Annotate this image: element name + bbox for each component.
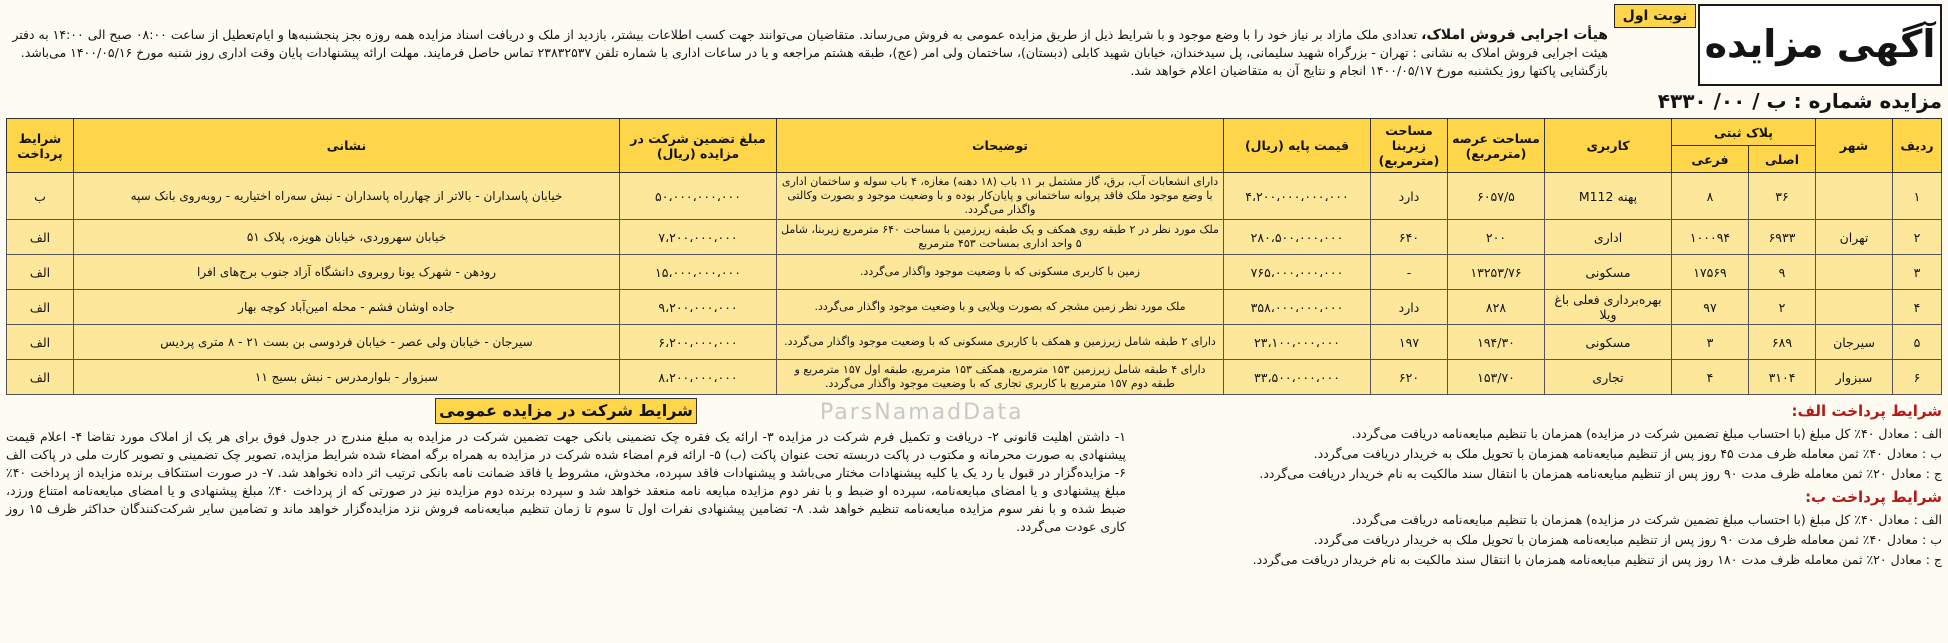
cell-description: ملک مورد نظر در ۲ طبقه روی همکف و یک طبقه زیرزمین با مساحت ۶۴۰ مترمربع زیربنا، شامل ۵ واحد اداری بمساحت ۴۵۳ مترمربع [777, 220, 1224, 255]
table-row [7, 360, 1942, 395]
intro-text [8, 26, 1608, 80]
cell-city: تهران [1816, 220, 1893, 255]
intro-bold: هیأت اجرایی فروش املاک، [1421, 27, 1608, 43]
th-deposit: مبلغ تضمین شرکت در مزایده (ریال) [620, 119, 777, 173]
th-plate: پلاک ثبتی [1672, 119, 1816, 146]
cell-land-area: ۶۰۵۷/۵ [1448, 173, 1545, 220]
payment-alef-title: شرایط پرداخت الف: [1791, 402, 1942, 420]
cell-terms: الف [7, 325, 74, 360]
cell-row: ۶ [1893, 360, 1942, 395]
intro-body: تعدادی ملک مازاد بر نیاز خود را با وضع موجود و با شرایط ذیل از طریق مزایده عمومی به فروش می‌رساند. متقاضیان می‌توانند جهت کسب اطلاعات بیشتر، بازدید از ملک و دریافت اسناد مزایده همه روزه بجز پنجشنبه‌ها و ایام‌تعطیل از ساعت ۰۸:۰۰ صبح الی ۱۴:۰۰ به دفتر هیئت اجرایی فروش املاک به نشانی : تهران - بزرگراه شهید سلیمانی، پل سیدخندان، خیابان شهید کابلی (دبستان)، ساختمان ولی امر (عج)، طبقه هشتم مراجعه و یا در ساعات اداری با شماره تلفن ۲۳۸۳۲۵۳۷ تماس حاصل فرمایند. مهلت ارائه پیشنهادات پایان وقت اداری روز شنبه مورخ ۱۴۰۰/۰۵/۱۶ می‌باشد. بازگشایی پاکتها روز یکشنبه مورخ ۱۴۰۰/۰۵/۱۷ انجام و نتایج آن به متقاضیان اعلام خواهد شد. [12, 27, 1608, 78]
th-address: نشانی [74, 119, 620, 173]
cell-address: خیابان سهروردی، خیابان هویزه، پلاک ۵۱ [74, 220, 620, 255]
cell-built-area: ۱۹۷ [1371, 325, 1448, 360]
cell-address: سیرجان - خیابان ولی عصر - خیابان فردوسی بن بست ۲۱ - ۸ متری پردیس [74, 325, 620, 360]
cell-terms: الف [7, 360, 74, 395]
cell-built-area: ۶۲۰ [1371, 360, 1448, 395]
cell-deposit: ۸،۲۰۰،۰۰۰،۰۰۰ [620, 360, 777, 395]
table-row [7, 325, 1942, 360]
cell-usage: بهره‌برداری فعلی باغ ویلا [1545, 290, 1672, 325]
table-row [7, 290, 1942, 325]
th-row: ردیف [1893, 119, 1942, 173]
cell-land-area: ۲۰۰ [1448, 220, 1545, 255]
cell-address: سبزوار - بلوارمدرس - نبش بسیج ۱۱ [74, 360, 620, 395]
cell-city [1816, 255, 1893, 290]
cell-plate-sub: ۸ [1672, 173, 1749, 220]
th-plate-sub: فرعی [1672, 146, 1749, 173]
cell-built-area: دارد [1371, 173, 1448, 220]
cell-terms: ب [7, 173, 74, 220]
cell-description: زمین با کاربری مسکونی که با وضعیت موجود واگذار می‌گردد. [777, 255, 1224, 290]
cell-address: خیابان پاسداران - بالاتر از چهارراه پاسداران - نبش سه‌راه اختیاریه - روبه‌روی بانک سپه [74, 173, 620, 220]
cell-base-price: ۲۳،۱۰۰،۰۰۰،۰۰۰ [1224, 325, 1371, 360]
cell-deposit: ۶،۲۰۰،۰۰۰،۰۰۰ [620, 325, 777, 360]
cell-base-price: ۲۸۰،۵۰۰،۰۰۰،۰۰۰ [1224, 220, 1371, 255]
round-badge: نوبت اول [1614, 4, 1696, 28]
cell-plate-sub: ۹۷ [1672, 290, 1749, 325]
cell-land-area: ۱۳۲۵۳/۷۶ [1448, 255, 1545, 290]
cell-built-area: - [1371, 255, 1448, 290]
cell-plate-sub: ۳ [1672, 325, 1749, 360]
cell-built-area: دارد [1371, 290, 1448, 325]
cell-address: جاده اوشان فشم - محله امین‌آباد کوچه بهار [74, 290, 620, 325]
cell-base-price: ۳۵۸،۰۰۰،۰۰۰،۰۰۰ [1224, 290, 1371, 325]
cell-plate-main: ۳۶ [1749, 173, 1816, 220]
cell-land-area: ۱۵۳/۷۰ [1448, 360, 1545, 395]
general-terms [6, 398, 1126, 536]
th-base-price: قیمت پایه (ریال) [1224, 119, 1371, 173]
cell-row: ۲ [1893, 220, 1942, 255]
notice-title: آگهی مزایده [1704, 22, 1936, 66]
th-built-area: مساحت زیربنا (مترمربع) [1371, 119, 1448, 173]
cell-land-area: ۱۹۴/۳۰ [1448, 325, 1545, 360]
cell-base-price: ۴،۲۰۰،۰۰۰،۰۰۰،۰۰۰ [1224, 173, 1371, 220]
cell-usage: تجاری [1545, 360, 1672, 395]
cell-city [1816, 173, 1893, 220]
cell-description: ملک مورد نظر زمین مشجر که بصورت ویلایی و با وضعیت موجود واگذار می‌گردد. [777, 290, 1224, 325]
cell-land-area: ۸۲۸ [1448, 290, 1545, 325]
cell-plate-sub: ۴ [1672, 360, 1749, 395]
cell-plate-main: ۶۸۹ [1749, 325, 1816, 360]
th-land-area: مساحت عرصه (مترمربع) [1448, 119, 1545, 173]
cell-row: ۵ [1893, 325, 1942, 360]
cell-city: سیرجان [1816, 325, 1893, 360]
cell-base-price: ۳۳،۵۰۰،۰۰۰،۰۰۰ [1224, 360, 1371, 395]
cell-plate-main: ۲ [1749, 290, 1816, 325]
cell-plate-sub: ۱۷۵۶۹ [1672, 255, 1749, 290]
properties-table [6, 118, 1942, 395]
table-row [7, 173, 1942, 220]
cell-usage: پهنه M112 [1545, 173, 1672, 220]
cell-deposit: ۹،۲۰۰،۰۰۰،۰۰۰ [620, 290, 777, 325]
th-description: توضیحات [777, 119, 1224, 173]
cell-plate-main: ۶۹۳۳ [1749, 220, 1816, 255]
th-plate-main: اصلی [1749, 146, 1816, 173]
payment-be-title: شرایط پرداخت ب: [1805, 488, 1942, 506]
cell-deposit: ۱۵،۰۰۰،۰۰۰،۰۰۰ [620, 255, 777, 290]
payment-be-line: الف : معادل ۴۰٪ کل مبلغ (با احتساب مبلغ تضمین شرکت در مزایده) همزمان با تنظیم مبایعه‌نامه دریافت می‌گردد. [1351, 512, 1942, 527]
cell-plate-main: ۳۱۰۴ [1749, 360, 1816, 395]
cell-usage: مسکونی [1545, 325, 1672, 360]
cell-terms: الف [7, 220, 74, 255]
th-usage: کاربری [1545, 119, 1672, 173]
cell-plate-main: ۹ [1749, 255, 1816, 290]
cell-deposit: ۷،۲۰۰،۰۰۰،۰۰۰ [620, 220, 777, 255]
payment-alef-line: ج : معادل ۲۰٪ ثمن معامله ظرف مدت ۹۰ روز پس از تنظیم مبایعه‌نامه همزمان با انتقال سند مالکیت به نام خریدار دریافت می‌گردد. [1259, 466, 1942, 481]
cell-city: سبزوار [1816, 360, 1893, 395]
cell-address: رودهن - شهرک یونا روبروی دانشگاه آزاد جنوب برج‌های افرا [74, 255, 620, 290]
cell-row: ۱ [1893, 173, 1942, 220]
notice-title-box [1698, 4, 1942, 86]
cell-city [1816, 290, 1893, 325]
th-city: شهر [1816, 119, 1893, 173]
table-row [7, 255, 1942, 290]
cell-plate-sub: ۱۰۰۰۹۴ [1672, 220, 1749, 255]
cell-description: دارای انشعابات آب، برق، گاز مشتمل بر ۱۱ باب (۱۸ دهنه) مغازه، ۴ باب سوله و ساختمان اداری با وضع موجود ملک فاقد پروانه ساختمانی و پایان‌کار بوده و با وضعیت موجود و بصورت وکالتی واگذار می‌گردد. [777, 173, 1224, 220]
cell-usage: مسکونی [1545, 255, 1672, 290]
cell-usage: اداری [1545, 220, 1672, 255]
auction-number: مزایده شماره : ب / ۰۰/ ۴۳۳۰ [1657, 89, 1942, 113]
cell-terms: الف [7, 290, 74, 325]
cell-row: ۳ [1893, 255, 1942, 290]
general-terms-title: شرایط شرکت در مزایده عمومی [435, 398, 697, 424]
watermark: ParsNamadData [820, 400, 1024, 425]
cell-row: ۴ [1893, 290, 1942, 325]
payment-be-line: ج : معادل ۲۰٪ ثمن معامله ظرف مدت ۱۸۰ روز پس از تنظیم مبایعه‌نامه همزمان با انتقال سند مالکیت به نام خریدار دریافت می‌گردد. [1252, 552, 1942, 567]
payment-alef-line: الف : معادل ۴۰٪ کل مبلغ (با احتساب مبلغ تضمین شرکت در مزایده) همزمان با تنظیم مبایعه‌نامه دریافت می‌گردد. [1351, 426, 1942, 441]
cell-terms: الف [7, 255, 74, 290]
th-terms: شرایط پرداخت [7, 119, 74, 173]
payment-be-line: ب : معادل ۴۰٪ ثمن معامله ظرف مدت ۹۰ روز پس از تنظیم مبایعه‌نامه همزمان با تحویل ملک به خریدار دریافت می‌گردد. [1313, 532, 1942, 547]
cell-deposit: ۵۰،۰۰۰،۰۰۰،۰۰۰ [620, 173, 777, 220]
table-row [7, 220, 1942, 255]
cell-built-area: ۶۴۰ [1371, 220, 1448, 255]
payment-terms [1142, 398, 1942, 570]
cell-description: دارای ۲ طبقه شامل زیرزمین و همکف با کاربری مسکونی که با وضعیت موجود واگذار می‌گردد. [777, 325, 1224, 360]
cell-description: دارای ۴ طبقه شامل زیرزمین ۱۵۳ مترمربع، همکف ۱۵۳ مترمربع، طبقه اول ۱۵۷ مترمربع و طبقه دوم ۱۵۷ مترمربع با کاربری تجاری که با وضعیت موجود واگذار می‌گردد. [777, 360, 1224, 395]
payment-alef-line: ب : معادل ۴۰٪ ثمن معامله ظرف مدت ۴۵ روز پس از تنظیم مبایعه‌نامه همزمان با تحویل ملک به خریدار دریافت می‌گردد. [1313, 446, 1942, 461]
cell-base-price: ۷۶۵،۰۰۰،۰۰۰،۰۰۰ [1224, 255, 1371, 290]
general-terms-text: ۱- داشتن اهلیت قانونی ۲- دریافت و تکمیل فرم شرکت در مزایده ۳- ارائه یک فقره چک تضمینی بانکی جهت تضمین شرکت در مزایده به مبلغ مندرج در جدول فوق برای هر یک از املاک مورد تقاضا ۴- اعلام قیمت پیشنهادی به صورت محرمانه و مکتوب در پاکت دربسته تحت عنوان پاکت (ب) ۵- ارائه فرم امضاء شده شرکت در مزایده به همراه برگه امضاء شده شرایط مزایده، تصویر چک تضمینی و تصویر کارت ملی در پاکت الف ۶- مزایده‌گزار در قبول یا رد یک یا کلیه پیشنهادات مختار می‌باشد و پیشنهادات فاقد سپرده، مخدوش، مشروط یا فاقد ضمانت نامه بانکی ترتیب اثر داده نخواهد شد. ۷- در صورت استنکاف برنده مزایده از پرداخت ۴۰٪ مبلغ پیشنهادی و یا امضای مبایعه‌نامه، سپرده او ضبط و با نفر دوم مزایده مبایعه نامه منعقد خواهد شد و سپرده برنده دوم مزایده نیز در صورتی که از پرداخت ۴۰٪ مبلغ پیشنهادی و یا امضای مبایعه‌نامه امتناع ورزد، ضبط شده و با نفر سوم مزایده مبایعه‌نامه تنظیم خواهد شد. ۸- تضامین پیشنهادی نفرات اول تا سوم تا زمان تنظیم مبایعه‌نامه فروش نزد مزایده‌گزار خواهد ماند و تضامین سایر شرکت‌کنندگان حداکثر ظرف ۱۵ روز کاری عودت می‌گردد. [6, 429, 1127, 534]
